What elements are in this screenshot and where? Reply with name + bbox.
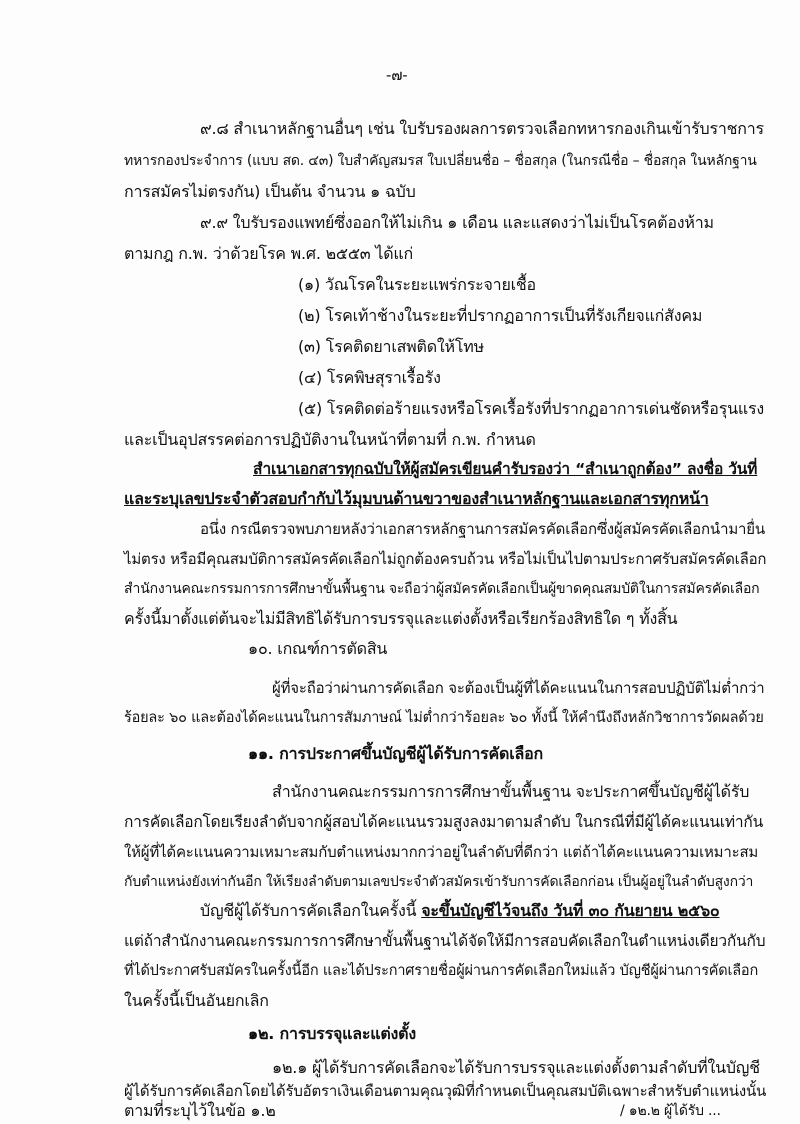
section-11-line-6: แต่ถ้าสำนักงานคณะกรรมการการศึกษาขั้นพื้นฐานได้จัดให้มีการสอบคัดเลือกในตำแหน่งเดียวกันกับ: [124, 932, 766, 950]
list-validity-text: บัญชีผู้ได้รับการคัดเลือกในครั้งนี้: [200, 901, 417, 920]
section-12-line-3: ตามที่ระบุไว้ในข้อ ๑.๒: [124, 1101, 276, 1120]
section-12-line-1: ๑๒.๑ ผู้ได้รับการคัดเลือกจะได้รับการบรรจุและแต่งตั้งตามลำดับที่ในบัญชี: [272, 1058, 760, 1077]
section-11-line-1: สำนักงานคณะกรรมการการศึกษาขั้นพื้นฐาน จะประกาศขึ้นบัญชีผู้ได้รับ: [272, 782, 750, 801]
section-10-line-2: ร้อยละ ๖๐ และต้องได้คะแนนในการสัมภาษณ์ ไม่ต่ำกว่าร้อยละ ๖๐ ทั้งนี้ ให้คำนึงถึงหลักวิชาการวัดผลด้วย: [124, 710, 764, 726]
disclaimer-line-2: ไม่ตรง หรือมีคุณสมบัติการสมัครคัดเลือกไม่ถูกต้องครบถ้วน หรือไม่เป็นไปตามประกาศรับสมัครคัดเลือก: [124, 550, 767, 568]
section-10-line-1: ผู้ที่จะถือว่าผ่านการคัดเลือก จะต้องเป็นผู้ที่ได้คะแนนในการสอบปฏิบัติไม่ต่ำกว่า: [272, 679, 765, 697]
section-10-heading: ๑๐. เกณฑ์การตัดสิน: [248, 639, 388, 658]
disclaimer-line-4: ครั้งนี้มาตั้งแต่ต้นจะไม่มีสิทธิได้รับการบรรจุและแต่งตั้งหรือเรียกร้องสิทธิใด ๆ ทั้งสิ้น: [124, 609, 678, 628]
copy-note-line-2: และระบุเลขประจำตัวสอบกำกับไว้มุมบนด้านขวาของสำเนาหลักฐานและเอกสารทุกหน้า: [124, 489, 709, 508]
section-11-line-4: กับตำแหน่งยังเท่ากันอีก ให้เรียงลำดับตามเลขประจำตัวสมัครเข้ารับการคัดเลือกก่อน เป็นผู้อยู่ในลำดับสูงกว่า: [124, 874, 754, 890]
section-11-heading: ๑๑. การประกาศขึ้นบัญชีผู้ได้รับการคัดเลือก: [248, 744, 544, 763]
section-12-heading: ๑๒. การบรรจุและแต่งตั้ง: [248, 1024, 416, 1043]
section-11-line-3: ให้ผู้ที่ได้คะแนนความเหมาะสมกับตำแหน่งมากกว่าอยู่ในลำดับที่ดีกว่า แต่ถ้าได้คะแนนความเหมาะสม: [124, 843, 759, 861]
item-9-9-line-2: ตามกฎ ก.พ. ว่าด้วยโรค พ.ศ. ๒๕๕๓ ได้แก่: [124, 244, 414, 263]
section-11-line-8: ในครั้งนี้เป็นอันยกเลิก: [124, 991, 269, 1010]
copy-note-line-1: สำเนาเอกสารทุกฉบับให้ผู้สมัครเขียนคำรับรองว่า “สำเนาถูกต้อง” ลงชื่อ วันที่: [253, 460, 758, 478]
disease-item-1: (๑) วัณโรคในระยะแพร่กระจายเชื้อ: [298, 275, 536, 294]
page-number: -๗-: [386, 66, 408, 84]
section-12-line-2: ผู้ได้รับการคัดเลือกโดยได้รับอัตราเงินเดือนตามคุณวุฒิที่กำหนดเป็นคุณสมบัติเฉพาะสำหรับตำแหน่งนั้น: [124, 1082, 767, 1100]
item-9-9-line-3: และเป็นอุปสรรคต่อการปฏิบัติงานในหน้าที่ตามที่ ก.พ. กำหนด: [124, 430, 536, 449]
disease-item-4: (๔) โรคพิษสุราเรื้อรัง: [298, 368, 441, 387]
item-9-9-line-1: ๙.๙ ใบรับรองแพทย์ซึ่งออกให้ไม่เกิน ๑ เดือน และแสดงว่าไม่เป็นโรคต้องห้าม: [200, 213, 714, 232]
disease-item-5: (๕) โรคติดต่อร้ายแรงหรือโรคเรื้อรังที่ปรากฏอาการเด่นชัดหรือรุนแรง: [298, 399, 764, 418]
disease-item-2: (๒) โรคเท้าช้างในระยะที่ปรากฏอาการเป็นที่รังเกียจแก่สังคม: [298, 306, 703, 325]
item-9-8-line-3: การสมัครไม่ตรงกัน) เป็นต้น จำนวน ๑ ฉบับ: [124, 182, 416, 201]
section-11-line-2: การคัดเลือกโดยเรียงลำดับจากผู้สอบได้คะแนนรวมสูงลงมาตามลำดับ ในกรณีที่มีผู้ได้คะแนนเท่ากัน: [124, 813, 763, 831]
section-11-line-7: ที่ได้ประกาศรับสมัครในครั้งนี้อีก และได้ประกาศรายชื่อผู้ผ่านการคัดเลือกใหม่แล้ว บัญชีผู้ผ่านการคัดเลือก: [124, 963, 759, 979]
list-validity-date: จะขึ้นบัญชีไว้จนถึง วันที่ ๓๐ กันยายน ๒๕๖๐: [421, 901, 720, 920]
disclaimer-line-3: สำนักงานคณะกรรมการการศึกษาขั้นพื้นฐาน จะถือว่าผู้สมัครคัดเลือกเป็นผู้ขาดคุณสมบัติในการสมัครคัดเลือก: [124, 581, 760, 597]
item-9-8-line-2: ทหารกองประจำการ (แบบ สด. ๔๓) ใบสำคัญสมรส ใบเปลี่ยนชื่อ – ชื่อสกุล (ในกรณีชื่อ – ชื่อสกุล ในหลักฐาน: [124, 153, 757, 169]
disease-item-3: (๓) โรคติดยาเสพติดให้โทษ: [298, 337, 484, 356]
item-9-8-line-1: ๙.๘ สำเนาหลักฐานอื่นๆ เช่น ใบรับรองผลการตรวจเลือกทหารกองเกินเข้ารับราชการ: [200, 119, 764, 138]
section-11-line-5: [200, 900, 720, 922]
continuation-note: / ๑๒.๒ ผู้ได้รับ ...: [620, 1103, 721, 1119]
disclaimer-line-1: อนึ่ง กรณีตรวจพบภายหลังว่าเอกสารหลักฐานการสมัครคัดเลือกซึ่งผู้สมัครคัดเลือกนำมายื่น: [200, 520, 765, 538]
